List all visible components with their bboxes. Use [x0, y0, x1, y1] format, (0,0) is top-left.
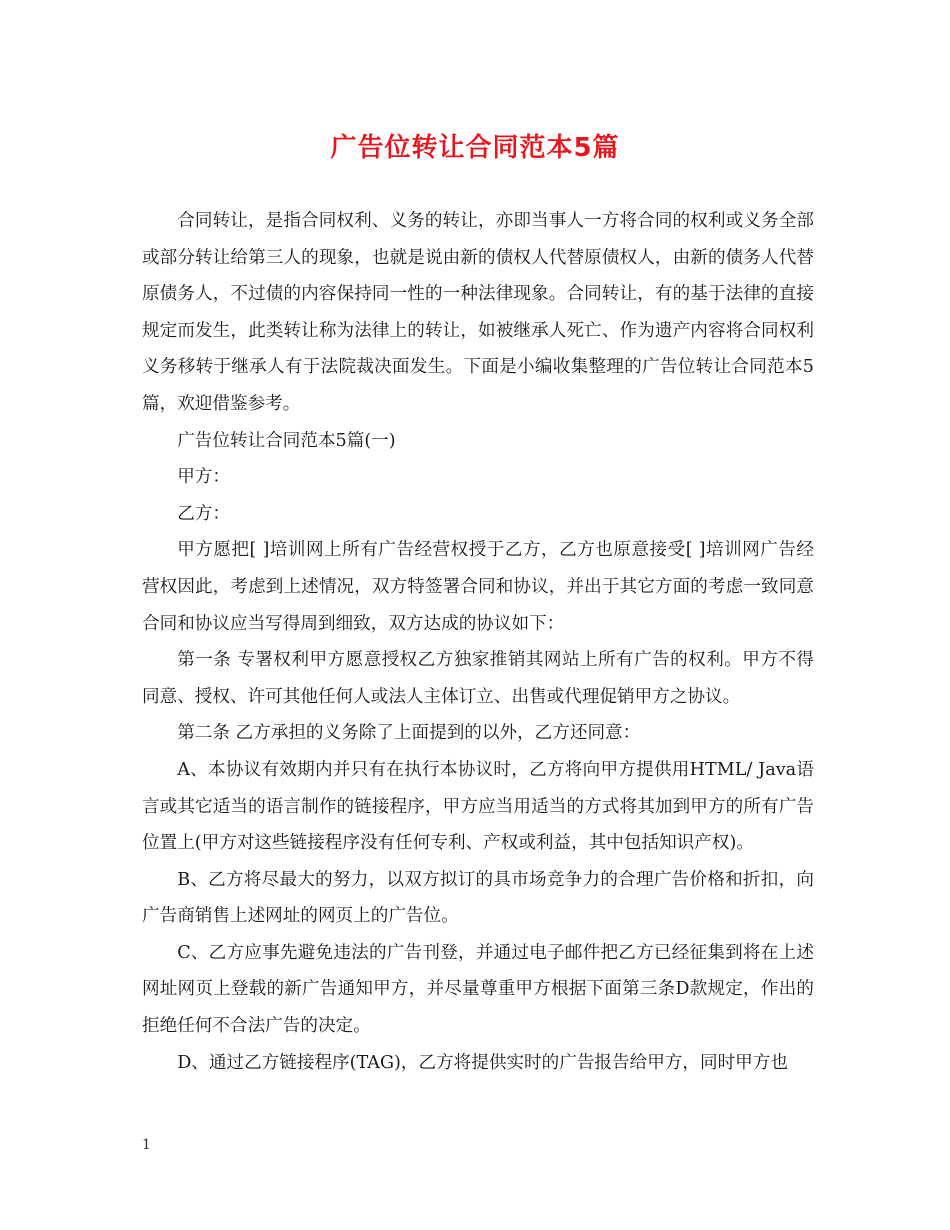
document-body	[142, 203, 814, 1081]
clause-c: C、乙方应事先避免违法的广告刊登，并通过电子邮件把乙方已经征集到将在上述网址网页上登载的新广告通知甲方，并尽量尊重甲方根据下面第三条D款规定，作出的拒绝任何不合法广告的决定。	[142, 942, 814, 1037]
document-title: 广告位转让合同范本5篇	[330, 133, 620, 163]
agreement-preamble: 甲方愿把[ ]培训网上所有广告经营权授于乙方，乙方也原意接受[ ]培训网广告经营权因此，考虑到上述情况，双方特签署合同和协议，并出于其它方面的考虑一致同意合同和协议应当写得周到细致，双方达成的协议如下：	[142, 540, 814, 634]
intro-paragraph: 合同转让，是指合同权利、义务的转让，亦即当事人一方将合同的权利或义务全部或部分转让给第三人的现象，也就是说由新的债权人代替原债权人，由新的债务人代替原债务人，不过债的内容保持同一性的一种法律现象。合同转让，有的基于法律的直接规定而发生，此类转让称为法律上的转让，如被继承人死亡、作为遗产内容将合同权利义务移转于继承人有于法院裁决面发生。下面是小编收集整理的广告位转让合同范本5篇，欢迎借鉴参考。	[142, 211, 814, 414]
section-heading: 广告位转让合同范本5篇(一)	[177, 430, 396, 451]
party-b-label: 乙方：	[177, 503, 230, 524]
article-one: 第一条 专署权利甲方愿意授权乙方独家推销其网站上所有广告的权利。甲方不得同意、授权、许可其他任何人或法人主体订立、出售或代理促销甲方之协议。	[142, 650, 814, 707]
clause-b: B、乙方将尽最大的努力，以双方拟订的具市场竞争力的合理广告价格和折扣，向广告商销售上述网址的网页上的广告位。	[142, 869, 814, 927]
article-two: 第二条 乙方承担的义务除了上面提到的以外，乙方还同意：	[177, 723, 641, 744]
clause-a: A、本协议有效期内并只有在执行本协议时，乙方将向甲方提供用HTML/ Java语言或其它适当的语言制作的链接程序，甲方应当用适当的方式将其加到甲方的所有广告位置上(甲方对这些链接程序没有任何专利、产权或利益，其中包括知识产权)。	[142, 759, 814, 854]
page-number: 1	[142, 1137, 151, 1153]
clause-d: D、通过乙方链接程序(TAG)，乙方将提供实时的广告报告给甲方，同时甲方也	[177, 1052, 788, 1073]
party-a-label: 甲方：	[177, 467, 230, 488]
